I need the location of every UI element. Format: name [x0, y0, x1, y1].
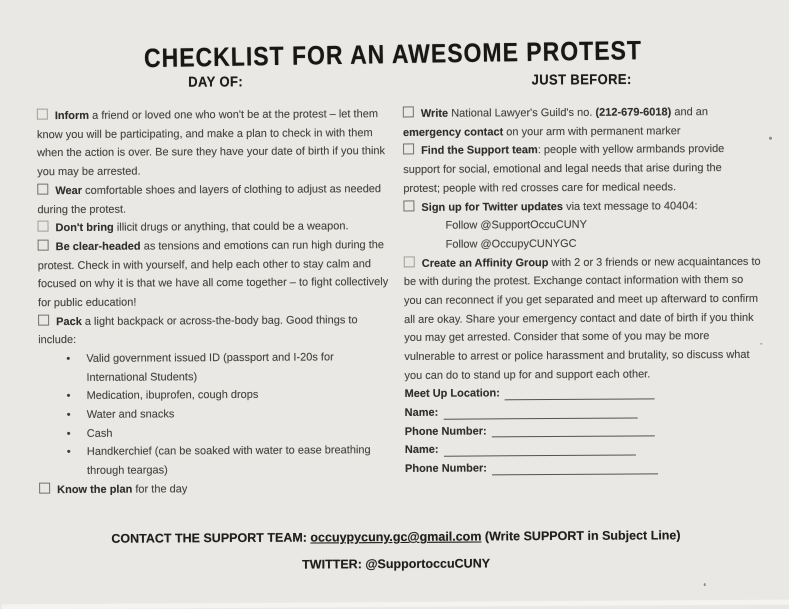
blank-line: [492, 436, 655, 438]
column-just-before: [403, 68, 764, 498]
column-heading-just-before: JUST BEFORE:: [531, 70, 632, 88]
item-lead: Pack: [56, 315, 82, 328]
checklist-item-clear-headed: [38, 236, 396, 313]
pack-list-item: • Handkerchief (can be soaked with water to ease breathing through teargas): [67, 441, 397, 480]
form-label: Phone Number:: [404, 425, 487, 438]
item-lead: Create an Affinity Group: [421, 256, 549, 270]
scan-speck: [760, 343, 762, 345]
item-lead: Sign up for Twitter updates: [421, 200, 564, 214]
scan-speck: [704, 583, 706, 586]
pack-list-item: • Valid government issued ID (passport and I-20s for International Students): [66, 348, 396, 387]
form-field-phone-number-2: [405, 459, 658, 479]
bullet-icon: •: [66, 390, 71, 403]
blank-line: [492, 473, 658, 475]
checkbox-icon: [403, 200, 414, 211]
item-lead: Know the plan: [57, 483, 133, 496]
pack-list-item: • Medication, ibuprofen, cough drops: [67, 385, 397, 406]
checklist-item-dont-bring: [37, 217, 395, 238]
item-text: : people with yellow armbands provide support for social, emotional and legal needs that arise during the protest; people with red crosses care for medical needs.: [403, 143, 725, 195]
form-label: Name:: [404, 406, 439, 420]
twitter-label: TWITTER:: [302, 557, 362, 572]
two-column-body: [37, 68, 764, 500]
form-field-phone-number-1: [405, 421, 655, 441]
bullet-icon: •: [66, 353, 71, 366]
checklist-item-find-support-team: [403, 140, 761, 198]
column-day-of: [37, 70, 398, 500]
item-text: a light backpack or across-the-body bag. Good things to include:: [38, 313, 358, 347]
twitter-handle: @SupportoccuCUNY: [365, 556, 491, 572]
item-text: a friend or loved one who won't be at the protest – let them know you will be participating, and make a plan to check in with them when the action is over. Be sure they have your date of birth if you think you may be arrested.: [36, 108, 386, 179]
bullet-icon: •: [66, 427, 71, 440]
checklist-item-affinity-group: [404, 252, 763, 385]
item-emphasis: emergency contact: [402, 126, 504, 139]
bullet-icon: •: [66, 409, 71, 422]
checkbox-icon: [37, 109, 48, 120]
page-title: CHECKLIST FOR AN AWESOME PROTEST: [143, 35, 643, 74]
form-label: Phone Number:: [404, 462, 487, 476]
item-text: with 2 or 3 friends or new acquaintances to be with during the protest. Exchange contact information with them so you can reconnect if you get separated and meet up afterward to confirm all are okay. Share your emergency contact and date of birth if you think you may get arrested. Consider that some of you may be more vulnerable to arrest or police harassment and brutality, so discuss what you can do to stand up for and support each other.: [403, 255, 761, 382]
contact-line: [1, 522, 789, 554]
blank-line: [443, 417, 637, 419]
checklist-item-inform: [37, 105, 395, 182]
form-field-name-1: [405, 403, 638, 423]
twitter-follow-line: Follow @SupportOccuCUNY: [445, 219, 587, 232]
scan-edge: [2, 600, 789, 609]
item-lead: Wear: [55, 184, 83, 197]
item-lead: Write: [420, 107, 449, 120]
checklist-item-write-nlg-number: [403, 103, 761, 143]
item-text: National Lawyer's Guild's no.: [448, 106, 596, 120]
item-text: illicit drugs or anything, that could be a weapon.: [113, 220, 349, 234]
pack-list-item: • Water and snacks: [67, 404, 397, 425]
form-label: Name:: [404, 444, 439, 457]
checkbox-icon: [38, 314, 49, 325]
checkbox-icon: [404, 256, 415, 267]
checkbox-icon: [38, 240, 49, 251]
contact-label: CONTACT THE SUPPORT TEAM:: [111, 530, 307, 546]
checkbox-icon: [39, 482, 50, 493]
blank-line: [444, 455, 636, 457]
twitter-follow-line: Follow @OccupyCUNYGC: [445, 237, 577, 251]
item-lead: Be clear-headed: [55, 240, 141, 253]
form-field-name-2: [405, 440, 636, 460]
item-text: as tensions and emotions can run high during the protest. Check in with yourself, and help each other to stay calm and focused on why it is that we have all come together – to fight collectively for public education!: [37, 238, 389, 310]
form-label: Meet Up Location:: [404, 387, 500, 401]
blank-line: [505, 399, 655, 401]
checklist-item-know-plan: [39, 479, 397, 500]
item-text: and an: [671, 106, 709, 119]
form-field-meet-up-location: [405, 384, 655, 404]
checkbox-icon: [403, 106, 414, 117]
item-text: via text message to 40404:: [562, 199, 698, 213]
twitter-line: [2, 548, 789, 580]
item-lead: Inform: [54, 109, 90, 123]
checkbox-icon: [37, 183, 48, 194]
bullet-icon: •: [66, 446, 71, 459]
column-heading-day-of: DAY OF:: [188, 73, 244, 90]
item-text: on your arm with permanent marker: [503, 125, 681, 139]
checkbox-icon: [37, 221, 48, 232]
checklist-item-pack: [38, 311, 396, 351]
footer: [1, 522, 789, 581]
scan-speck: [769, 137, 772, 140]
item-text: comfortable shoes and layers of clothing to adjust as needed during the protest.: [37, 182, 382, 216]
checklist-item-wear: [37, 180, 395, 220]
contact-suffix: (Write SUPPORT in Subject Line): [484, 528, 681, 544]
item-lead: Find the Support team: [421, 144, 538, 158]
pack-list: [38, 348, 397, 481]
item-lead: Don't bring: [55, 221, 114, 235]
pack-list-item: • Cash: [67, 423, 397, 444]
checkbox-icon: [403, 144, 414, 155]
nlg-phone-number: (212-679-6018): [595, 106, 672, 119]
checklist-item-twitter-signup: [403, 196, 761, 217]
item-text: for the day: [132, 483, 188, 496]
support-email: occuypycuny.gc@gmail.com: [310, 529, 482, 545]
